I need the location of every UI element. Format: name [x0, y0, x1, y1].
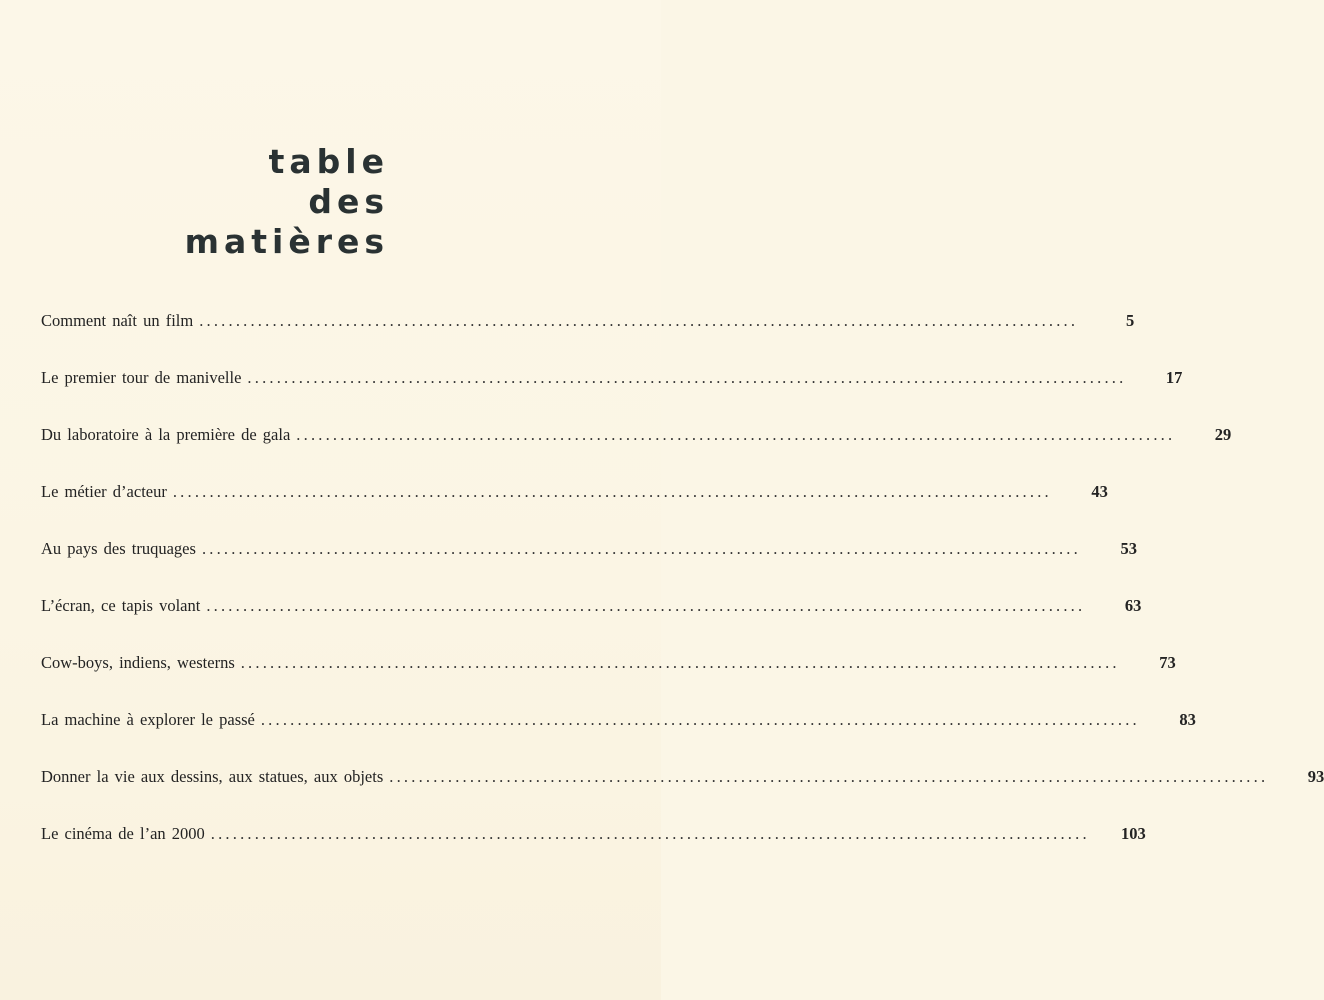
toc-leader-dots: ........................................................................................................................ — [199, 311, 1079, 330]
title-line-3: matières — [184, 222, 389, 261]
toc-leader-dots: ........................................................................................................................ — [389, 767, 1269, 786]
toc-entry — [41, 310, 1135, 367]
toc-entry — [41, 538, 1137, 595]
title-line-1: table — [268, 142, 389, 181]
toc-entry-page: 63 — [1124, 596, 1142, 615]
toc-entry — [41, 424, 1232, 481]
toc-entry — [41, 709, 1196, 766]
toc-leader-dots: ........................................................................................................................ — [172, 482, 1052, 501]
toc-leader-dots: ........................................................................................................................ — [206, 596, 1086, 615]
toc-entry-page: 93 — [1307, 767, 1324, 786]
toc-entry — [41, 481, 1108, 538]
toc-entry-page: 43 — [1091, 482, 1108, 501]
toc-entry-title: Au pays des truquages — [41, 539, 196, 558]
toc-entry-title: Le métier d’acteur — [41, 482, 167, 501]
toc-entry-title: L’écran, ce tapis volant — [41, 596, 201, 615]
toc-entry-title: Du laboratoire à la première de gala — [41, 425, 291, 444]
toc-entry — [41, 823, 1146, 880]
toc-entry — [41, 595, 1142, 652]
toc-entry-title: Le cinéma de l’an 2000 — [41, 824, 205, 843]
toc-entry-page: 103 — [1121, 824, 1146, 843]
toc-leader-dots: ........................................................................................................................ — [260, 710, 1140, 729]
toc-entry-title: Cow-boys, indiens, westerns — [41, 653, 235, 672]
toc-leader-dots: ........................................................................................................................ — [240, 653, 1120, 672]
toc-entry-page: 73 — [1159, 653, 1176, 672]
toc-entry — [41, 367, 1183, 424]
toc-leader-dots: ........................................................................................................................ — [247, 368, 1127, 387]
toc-leader-dots: ........................................................................................................................ — [296, 425, 1176, 444]
toc-entry-page: 83 — [1179, 710, 1196, 729]
toc-entry-page: 17 — [1165, 368, 1183, 387]
toc-entry-title: Le premier tour de manivelle — [41, 368, 242, 387]
toc-entry-page: 53 — [1120, 539, 1137, 558]
toc-entry — [41, 652, 1176, 709]
toc-entry-page: 5 — [1125, 311, 1135, 330]
toc-leader-dots: ........................................................................................................................ — [201, 539, 1081, 558]
table-of-contents — [41, 310, 1324, 880]
toc-entry-page: 29 — [1214, 425, 1232, 444]
title-line-2: des — [308, 182, 389, 221]
toc-entry — [41, 766, 1324, 823]
toc-leader-dots: ........................................................................................................................ — [210, 824, 1090, 843]
toc-entry-title: Comment naît un film — [41, 311, 194, 330]
toc-entry-title: Donner la vie aux dessins, aux statues, aux objets — [41, 767, 384, 786]
toc-entry-title: La machine à explorer le passé — [41, 710, 255, 729]
page-title — [185, 142, 389, 262]
